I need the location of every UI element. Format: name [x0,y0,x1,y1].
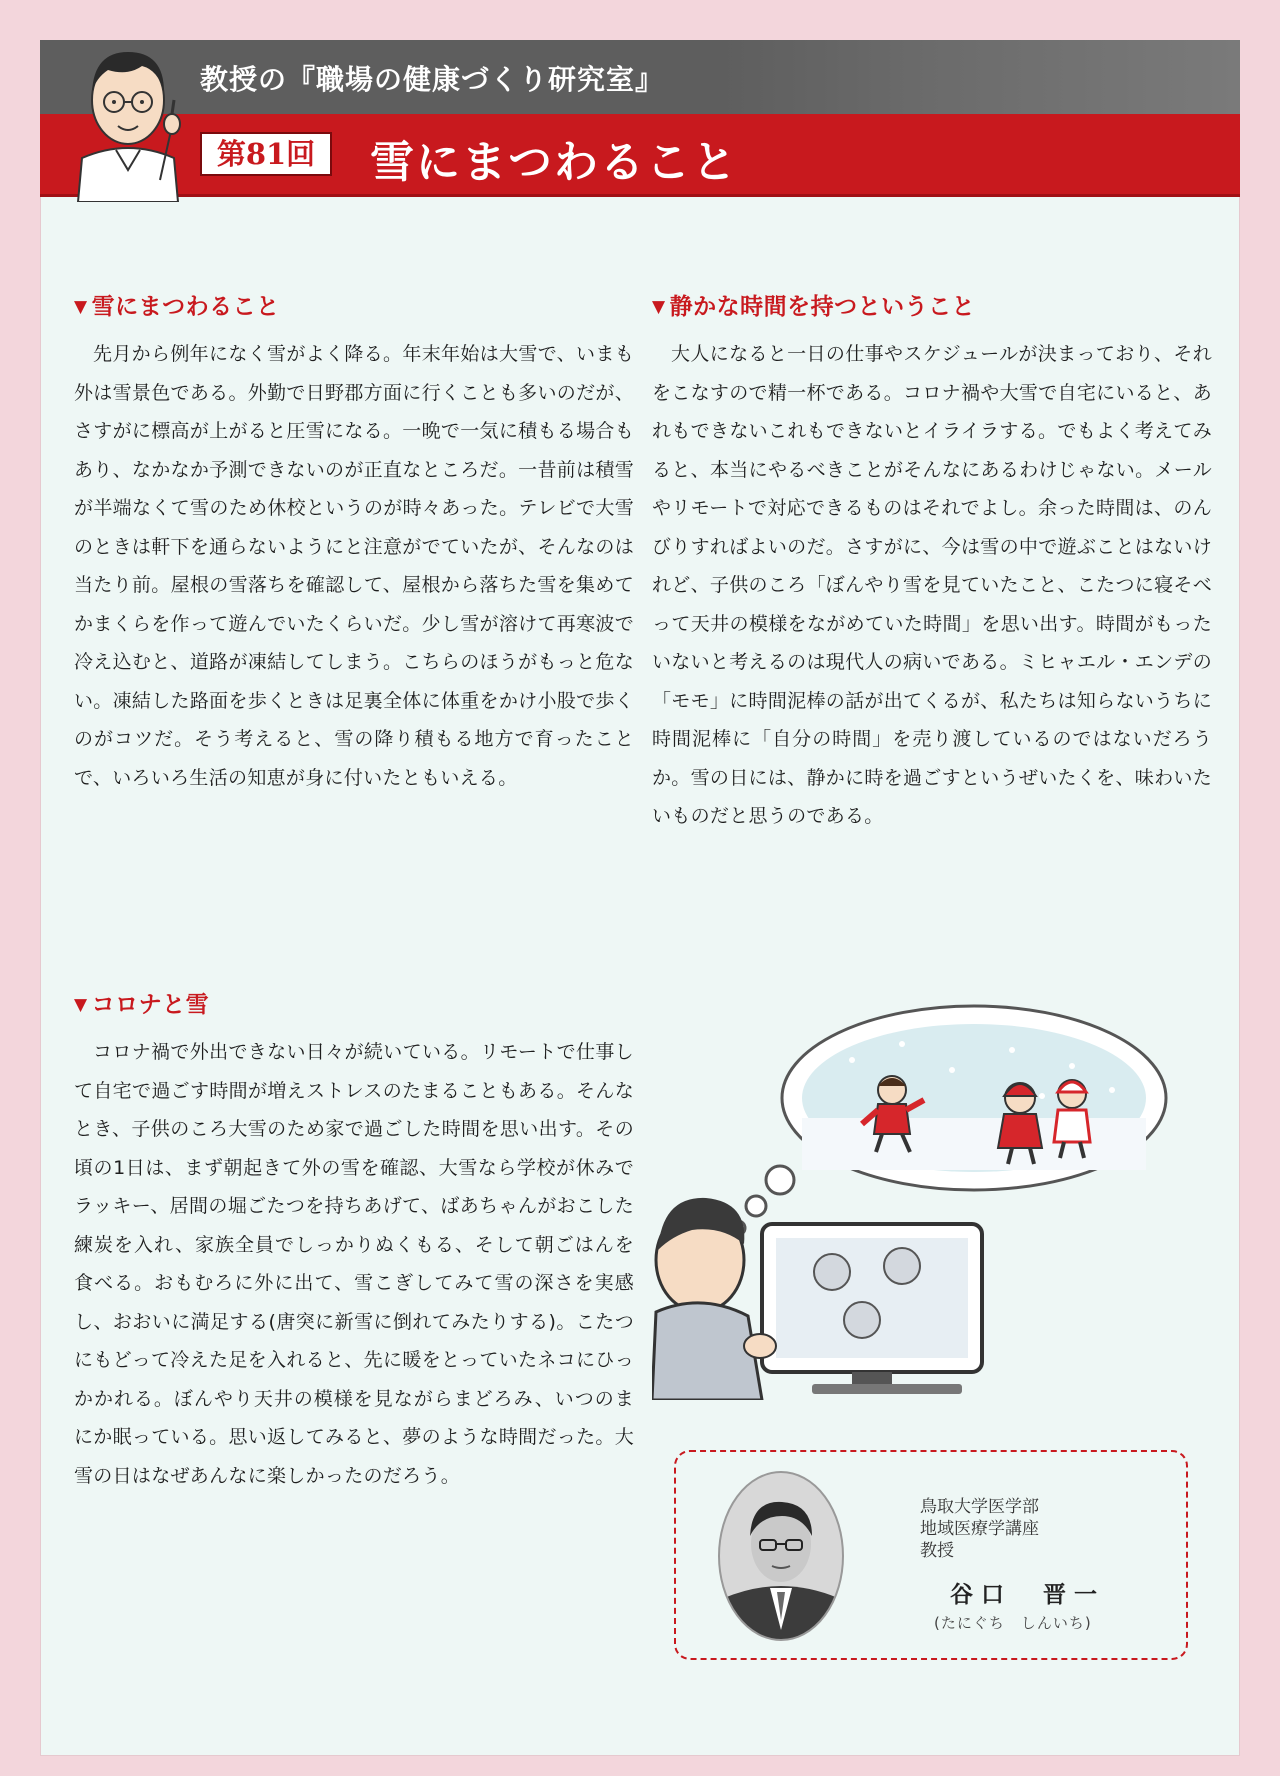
section-body: 大人になると一日の仕事やスケジュールが決まっており、それをこなすので精一杯である。コロナ禍や大雪で自宅にいると、あれもできないこれもできないとイライラする。でもよく考えてみると、本当にやるべきことがそんなにあるわけじゃない。メールやリモートで対応できるものはそれでよし。余った時間は、のんびりすればよいのだ。さすがに、今は雪の中で遊ぶことはないけれど、子供のころ「ぼんやり雪を見ていたこと、こたつに寝そべって天井の模様をながめていた時間」を思い出す。時間がもったいないと考えるのは現代人の病いである。ミヒャエル・エンデの「モモ」に時間泥棒の話が出てくるが、私たちは知らないうちに時間泥棒に「自分の時間」を売り渡しているのではないだろうか。雪の日には、静かに時を過ごすというぜいたくを、味わいたいものだと思うのである。 [652,343,1212,827]
triangle-down-icon: ▼ [652,297,666,317]
professor-mascot-icon [68,40,188,202]
author-affiliation: 鳥取大学医学部 地域医療学講座 教授 [920,1497,1039,1561]
triangle-down-icon: ▼ [74,297,88,317]
section-body: 先月から例年になく雪がよく降る。年末年始は大雪で、いまも外は雪景色である。外勤で日野郡方面に行くことも多いのだが、さすがに標高が上がると圧雪になる。一晩で一気に積もる場合もあり、なかなか予測できないのが正直なところだ。一昔前は積雪が半端なくて雪のため休校というのが時々あった。テレビで大雪のときは軒下を通らないようにと注意がでていたが、そんなのは当たり前。屋根の雪落ちを確認して、屋根から落ちた雪を集めてかまくらを作って遊んでいたくらいだ。少し雪が溶けて再寒波で冷え込むと、道路が凍結してしまう。こちらのほうがもっと危ない。凍結した路面を歩くときは足裏全体に体重をかけ小股で歩くのがコツだ。そう考えると、雪の降り積もる地方で育ったことで、いろいろ生活の知恵が身に付いたともいえる。 [74,343,634,789]
author-name: 谷口 晋一 [950,1581,1105,1608]
triangle-down-icon: ▼ [74,995,88,1015]
section-snow-topics [74,288,634,797]
author-profile-card [674,1450,1188,1660]
section-quiet-time [652,288,1212,836]
article-page [40,40,1240,1756]
section-heading: ▼ 雪にまつわること [74,294,280,320]
series-title: 教授の『職場の健康づくり研究室』 [200,63,665,96]
episode-number: 第81回 [200,132,332,176]
author-name-reading: (たにぐち しんいち) [934,1614,1092,1632]
section-corona-and-snow [74,986,634,1495]
section-heading: ▼ 静かな時間を持つということ [652,294,976,320]
section-body: コロナ禍で外出できない日々が続いている。リモートで仕事して自宅で過ごす時間が増えストレスのたまることもある。そんなとき、子供のころ大雪のため家で過ごした時間を思い出す。その頃の1日は、まず朝起きて外の雪を確認、大雪なら学校が休みでラッキー、居間の堀ごたつを持ちあげて、ばあちゃんがおこした練炭を入れ、家族全員でしっかりぬくもる、そして朝ごはんを食べる。おもむろに外に出て、雪こぎしてみて雪の深さを実感し、おおいに満足する(唐突に新雪に倒れてみたりする)。こたつにもどって冷えた足を入れると、先に暖をとっていたネコにひっかかれる。ぼんやり天井の模様を見ながらまどろみ、いつのまにか眠っている。思い返してみると、夢のような時間だった。大雪の日はなぜあんなに楽しかったのだろう。 [74,1041,634,1487]
remote-work-dream-illustration-icon [652,1000,1212,1400]
episode-title: 雪にまつわること [370,137,738,188]
section-heading: ▼ コロナと雪 [74,992,210,1018]
author-portrait-icon [716,1470,846,1642]
